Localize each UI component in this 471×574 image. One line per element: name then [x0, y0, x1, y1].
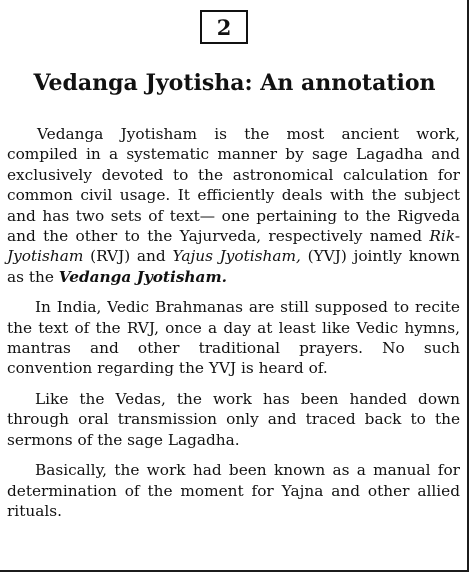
paragraph-1-text-a: Vedanga Jyotisham is the most ancient work, compiled in a systematic manner by sage Lagadha and exclusively devoted to the astronomical calculation for common civil usage. It efficiently deals with the subject and has two sets of text— one pertaining to the Rigveda and the other to the Yajurveda, respectively named: [7, 125, 460, 246]
combined-name: Vedanga Jyotisham.: [58, 267, 227, 286]
paragraph-1: [7, 124, 460, 287]
yvj-name: Yajus Jyotisham,: [172, 247, 301, 266]
rvj-name: Rik-Jyotisham: [7, 227, 460, 266]
paragraph-1-text-b: (RVJ) and: [83, 247, 173, 266]
paragraph-2: In India, Vedic Brahmanas are still supposed to recite the text of the RVJ, once a day at least like Vedic hymns, mantras and other traditional prayers. No such convention regarding the YVJ is heard of.: [7, 298, 460, 378]
paragraph-3: Like the Vedas, the work has been handed down through oral transmission only and traced back to the sermons of the sage Lagadha.: [7, 389, 460, 449]
chapter-number-box: [200, 10, 248, 44]
body-text: [7, 124, 460, 527]
chapter-title: Vedanga Jyotisha: An annotation: [33, 70, 436, 96]
chapter-number: 2: [216, 14, 232, 40]
paragraph-1-text-c: (YVJ) jointly known as the: [7, 247, 460, 286]
paragraph-4: Basically, the work had been known as a manual for determination of the moment for Yajna and other allied rituals.: [7, 461, 460, 520]
